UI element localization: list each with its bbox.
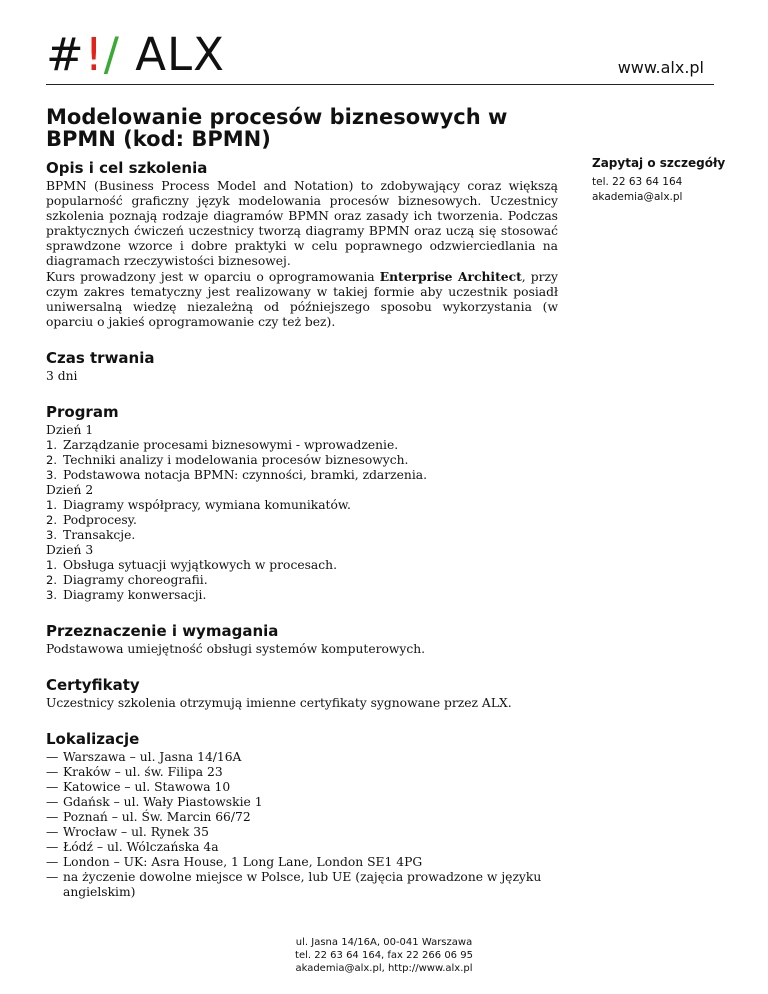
item-text: Podstawowa notacja BPMN: czynności, bramki, zdarzenia. (63, 468, 427, 482)
footer-address: ul. Jasna 14/16A, 00-041 Warszawa (295, 937, 473, 948)
certificates-heading: Certyfikaty (46, 676, 140, 694)
item-number: 1. (46, 558, 57, 572)
duration-heading: Czas trwania (46, 349, 155, 367)
list-item (46, 870, 558, 900)
program-day-label: Dzień 1 (46, 423, 94, 437)
contact-heading: Zapytaj o szczegóły (592, 156, 726, 170)
location-text: Kraków – ul. św. Filipa 23 (63, 765, 223, 779)
list-item (46, 840, 558, 855)
list-item (46, 513, 558, 528)
item-number: 2. (46, 513, 57, 527)
requirements-section (46, 623, 558, 657)
location-text: Łódź – ul. Wólczańska 4a (63, 840, 219, 854)
contact-email[interactable]: akademia@alx.pl (592, 191, 683, 203)
item-number: 3. (46, 588, 57, 602)
logo-slash: / (103, 28, 120, 81)
item-number: 2. (46, 573, 57, 587)
description-heading: Opis i cel szkolenia (46, 159, 208, 177)
location-text: Wrocław – ul. Rynek 35 (63, 825, 209, 839)
page-title: Modelowanie procesów biznesowych w BPMN (kod: BPMN) (46, 105, 508, 151)
item-text: Techniki analizy i modelowania procesów biznesowych. (63, 453, 409, 467)
list-item (46, 765, 558, 780)
locations-heading: Lokalizacje (46, 730, 140, 748)
logo-text: ALX (135, 28, 225, 81)
contact-phone[interactable]: tel. 22 63 64 164 (592, 176, 683, 188)
logo-bang: ! (84, 28, 104, 81)
location-text: Gdańsk – ul. Wały Piastowskie 1 (63, 795, 263, 809)
description-paragraph-1: BPMN (Business Process Model and Notation) to zdobywający coraz większą popularność graficzny język modelowania procesów biznesowych. Uczestnicy szkolenia poznają rodzaje diagramów BPMN oraz zasady ich tworzenia. Podczas praktycznych ćwiczeń uczestnicy tworzą diagramy BPMN oraz uczą się stosować sprawdzone wzorce i dobre praktyki w celu poprawnego odzwierciedlania na diagramach rzeczywistości biznesowej. (46, 179, 558, 268)
dash-bullet: — (46, 825, 59, 839)
list-item (46, 810, 558, 825)
requirements-text: Podstawowa umiejętność obsługi systemów komputerowych. (46, 642, 426, 656)
dash-bullet: — (46, 765, 59, 779)
location-text: Warszawa – ul. Jasna 14/16A (63, 750, 242, 764)
list-item (46, 498, 558, 513)
duration-section (46, 350, 558, 384)
dash-bullet: — (46, 810, 59, 824)
dash-bullet: — (46, 870, 59, 884)
locations-list (46, 750, 558, 900)
contact-sidebar (592, 156, 752, 205)
list-item (46, 750, 558, 765)
description-p2-after: , przy czym zakres tematyczny jest realizowany w takiej formie aby uczestnik posiadł uniwersalną wiedzę niezależną od późniejszego sposobu wykorzystania (w oparciu o jakieś oprogramowanie czy też bez). (46, 270, 558, 329)
alx-logo (46, 30, 225, 80)
list-item (46, 795, 558, 810)
list-item (46, 453, 558, 468)
list-item (46, 855, 558, 870)
item-number: 1. (46, 498, 57, 512)
item-text: Obsługa sytuacji wyjątkowych w procesach. (63, 558, 337, 572)
location-text: na życzenie dowolne miejsce w Polsce, lub UE (zajęcia prowadzone w języku angielskim) (63, 870, 542, 899)
item-number: 2. (46, 453, 57, 467)
program-day-label: Dzień 2 (46, 483, 94, 497)
item-number: 3. (46, 528, 57, 542)
list-item (46, 558, 558, 573)
footer-contact-links[interactable]: akademia@alx.pl, http://www.alx.pl (295, 963, 473, 974)
list-item (46, 528, 558, 543)
item-text: Diagramy choreografii. (63, 573, 208, 587)
program-day-3-list (46, 558, 558, 603)
item-text: Diagramy współpracy, wymiana komunikatów. (63, 498, 351, 512)
locations-section (46, 731, 558, 900)
location-text: Poznań – ul. Św. Marcin 66/72 (63, 810, 251, 824)
program-heading: Program (46, 403, 119, 421)
page-footer (200, 936, 568, 975)
program-section (46, 404, 558, 603)
dash-bullet: — (46, 840, 59, 854)
program-day-label: Dzień 3 (46, 543, 94, 557)
list-item (46, 588, 558, 603)
description-section (46, 160, 558, 330)
dash-bullet: — (46, 795, 59, 809)
item-text: Transakcje. (63, 528, 136, 542)
list-item (46, 825, 558, 840)
logo-hash: # (46, 28, 85, 81)
description-p2-before: Kurs prowadzony jest w oparciu o oprogramowania (46, 270, 380, 284)
location-text: Katowice – ul. Stawowa 10 (63, 780, 231, 794)
certificates-text: Uczestnicy szkolenia otrzymują imienne certyfikaty sygnowane przez ALX. (46, 696, 512, 710)
program-day-2-list (46, 498, 558, 543)
header-divider (46, 84, 714, 85)
item-text: Podprocesy. (63, 513, 137, 527)
requirements-heading: Przeznaczenie i wymagania (46, 622, 279, 640)
item-number: 3. (46, 468, 57, 482)
dash-bullet: — (46, 855, 59, 869)
duration-value: 3 dni (46, 369, 78, 383)
list-item (46, 573, 558, 588)
description-paragraph-2 (46, 269, 558, 330)
course-content (46, 160, 558, 920)
description-p2-bold: Enterprise Architect (379, 269, 522, 284)
dash-bullet: — (46, 750, 59, 764)
site-url[interactable]: www.alx.pl (617, 58, 704, 77)
footer-phone-fax: tel. 22 63 64 164, fax 22 266 06 95 (295, 950, 473, 961)
certificates-section (46, 677, 558, 711)
item-text: Zarządzanie procesami biznesowymi - wprowadzenie. (63, 438, 399, 452)
item-text: Diagramy konwersacji. (63, 588, 207, 602)
item-number: 1. (46, 438, 57, 452)
location-text: London – UK: Asra House, 1 Long Lane, London SE1 4PG (63, 855, 423, 869)
list-item (46, 438, 558, 453)
list-item (46, 780, 558, 795)
dash-bullet: — (46, 780, 59, 794)
list-item (46, 468, 558, 483)
program-day-1-list (46, 438, 558, 483)
